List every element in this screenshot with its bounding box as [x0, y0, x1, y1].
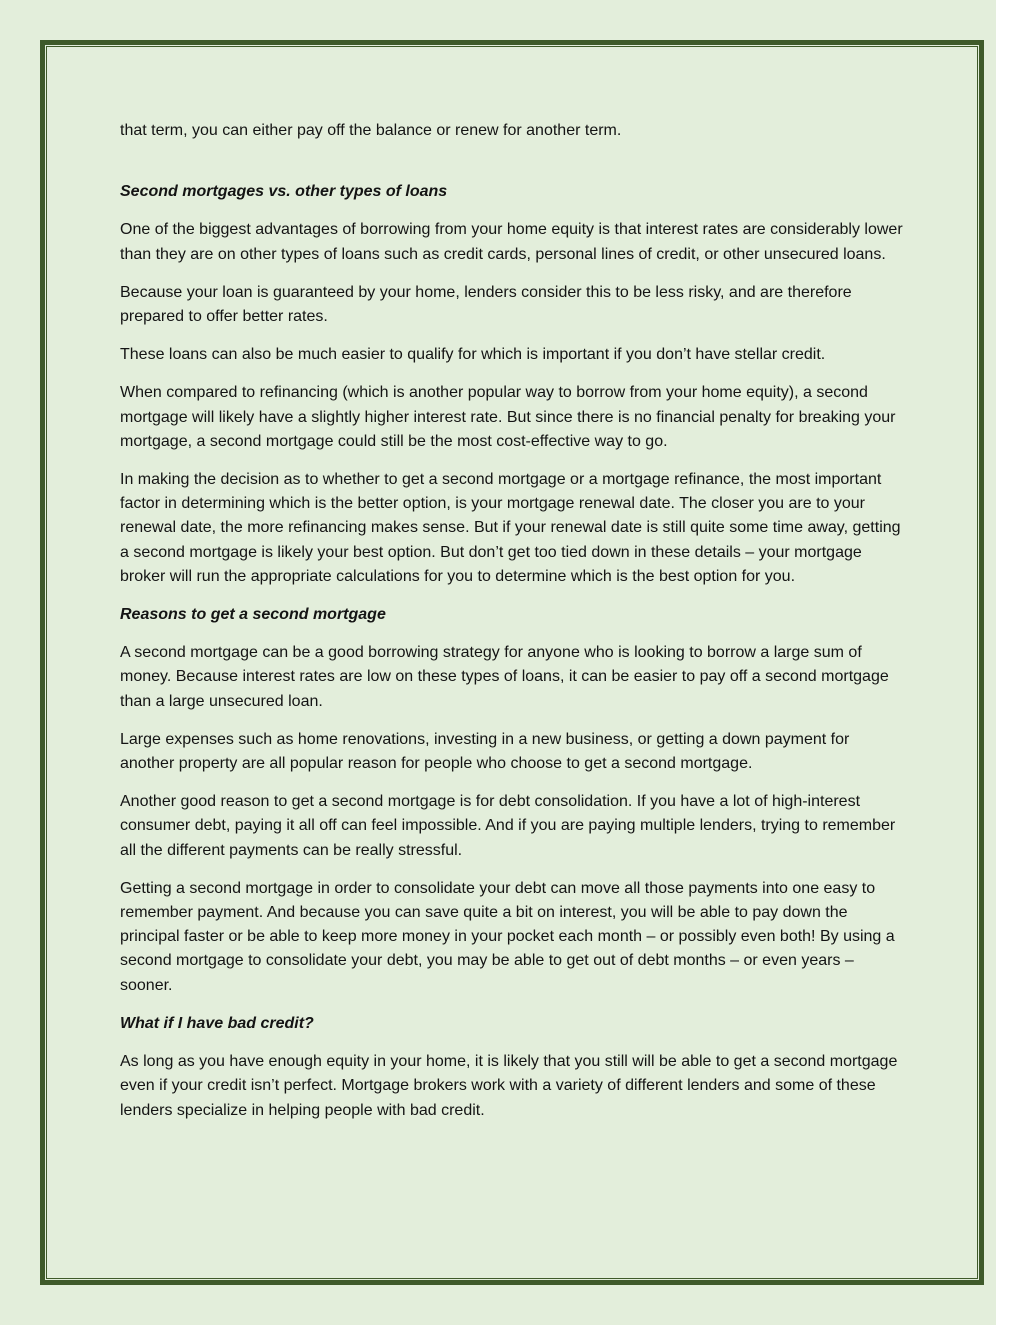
paragraph: As long as you have enough equity in your home, it is likely that you still will be able to get a second mortgage even if your credit isn’t perfect. Mortgage brokers work with a variety of different lenders and some of these lenders specialize in helping people with bad credit. — [120, 1053, 898, 1119]
intro-paragraph: that term, you can either pay off the balance or renew for another term. — [120, 122, 622, 139]
section-heading-second-mortgages-vs-other-loans: Second mortgages vs. other types of loans — [120, 183, 448, 201]
paragraph: Another good reason to get a second mortgage is for debt consolidation. If you have a lot of high-interest consumer debt, paying it all off can feel impossible. And if you are paying multiple lenders, trying to remember all the different payments can be really stressful. — [120, 793, 896, 859]
section-heading-bad-credit: What if I have bad credit? — [120, 1014, 314, 1032]
paragraph: Because your loan is guaranteed by your home, lenders consider this to be less risky, and are therefore prepared to offer better rates. — [120, 283, 852, 326]
paragraph: Getting a second mortgage in order to consolidate your debt can move all those payments into one easy to remember payment. And because you can save quite a bit on interest, you will be able to pay down the principal faster or be able to keep more money in your pocket each month – or possibly even both! By using a second mortgage to consolidate your debt, you may be able to get out of debt months – or even years – sooner. — [120, 879, 895, 994]
paragraph: When compared to refinancing (which is another popular way to borrow from your home equity), a second mortgage will likely have a slightly higher interest rate. But since there is no financial penalty for breaking your mortgage, a second mortgage could still be the most cost-effective way to go. — [120, 384, 896, 450]
document-body — [120, 119, 905, 1137]
paragraph: In making the decision as to whether to get a second mortgage or a mortgage refinance, the most important factor in determining which is the better option, is your mortgage renewal date. The closer you are to your renewal date, the more refinancing makes sense. But if your renewal date is still quite some time away, getting a second mortgage is likely your best option. But don’t get too tied down in these details – your mortgage broker will run the appropriate calculations for you to determine which is the best option for you. — [120, 471, 901, 585]
paragraph: A second mortgage can be a good borrowing strategy for anyone who is looking to borrow a large sum of money. Because interest rates are low on these types of loans, it can be easier to pay off a second mortgage than a large unsecured loan. — [120, 644, 889, 710]
paragraph: One of the biggest advantages of borrowing from your home equity is that interest rates are considerably lower than they are on other types of loans such as credit cards, personal lines of credit, or other unsecured loans. — [120, 221, 903, 263]
section-heading-reasons-second-mortgage: Reasons to get a second mortgage — [120, 606, 386, 624]
paragraph: These loans can also be much easier to qualify for which is important if you don’t have stellar credit. — [120, 346, 826, 364]
paragraph: Large expenses such as home renovations, investing in a new business, or getting a down payment for another property are all popular reason for people who choose to get a second mortgage. — [120, 730, 850, 773]
